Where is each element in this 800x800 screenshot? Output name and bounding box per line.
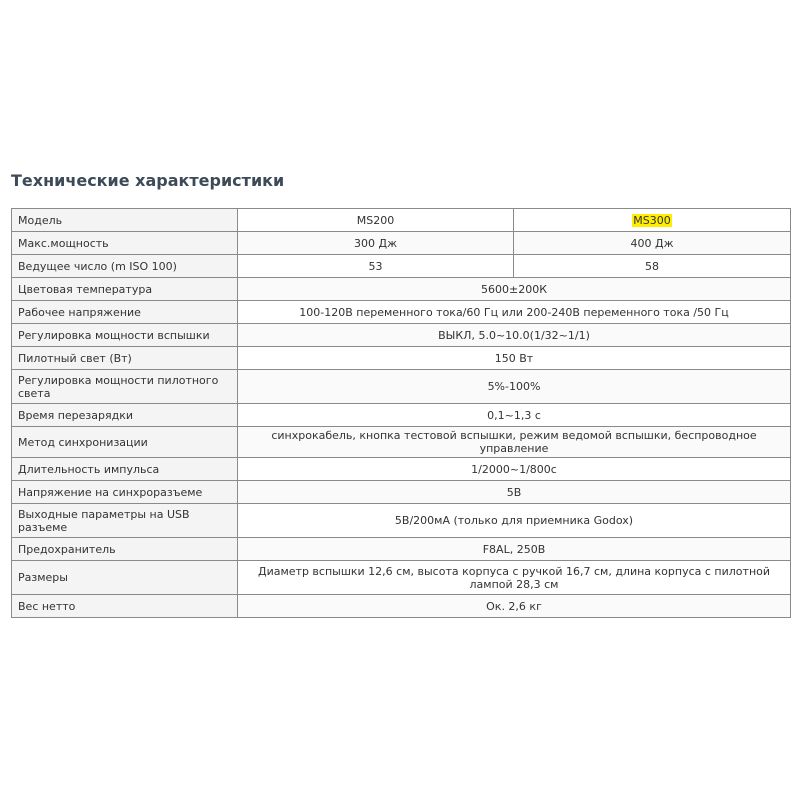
row-value: 5600±200К (238, 278, 791, 301)
row-value: 5В/200мА (только для приемника Godox) (238, 504, 791, 538)
row-label: Напряжение на синхроразъеме (12, 481, 238, 504)
header-label: Модель (12, 209, 238, 232)
row-value-ms200: 300 Дж (238, 232, 514, 255)
row-value-ms300: 400 Дж (514, 232, 791, 255)
row-value: 5%-100% (238, 370, 791, 404)
row-label: Регулировка мощности пилотного света (12, 370, 238, 404)
table-row (12, 232, 791, 255)
table-row (12, 255, 791, 278)
row-label: Время перезарядки (12, 404, 238, 427)
table-row (12, 595, 791, 618)
model-ms300-cell (514, 209, 791, 232)
table-row (12, 347, 791, 370)
row-value: Диаметр вспышки 12,6 см, высота корпуса с ручкой 16,7 см, длина корпуса с пилотной лампой 28,3 см (238, 561, 791, 595)
row-label: Размеры (12, 561, 238, 595)
row-label: Регулировка мощности вспышки (12, 324, 238, 347)
row-label: Метод синхронизации (12, 427, 238, 458)
row-value: F8AL, 250В (238, 538, 791, 561)
row-label: Вес нетто (12, 595, 238, 618)
row-value: 0,1~1,3 с (238, 404, 791, 427)
row-value: 5В (238, 481, 791, 504)
table-row (12, 427, 791, 458)
table-row (12, 370, 791, 404)
table-row (12, 481, 791, 504)
table-row (12, 561, 791, 595)
table-row (12, 504, 791, 538)
table-row (12, 301, 791, 324)
model-ms300-highlighted: MS300 (633, 213, 671, 227)
row-value: 1/2000~1/800с (238, 458, 791, 481)
row-label: Рабочее напряжение (12, 301, 238, 324)
table-row (12, 404, 791, 427)
table-row (12, 278, 791, 301)
row-value: синхрокабель, кнопка тестовой вспышки, режим ведомой вспышки, беспроводное управление (238, 427, 791, 458)
row-label: Макс.мощность (12, 232, 238, 255)
table-row (12, 458, 791, 481)
row-label: Предохранитель (12, 538, 238, 561)
row-label: Выходные параметры на USB разъеме (12, 504, 238, 538)
row-value: Ок. 2,6 кг (238, 595, 791, 618)
table-row (12, 538, 791, 561)
row-value: ВЫКЛ, 5.0~10.0(1/32~1/1) (238, 324, 791, 347)
row-value: 150 Вт (238, 347, 791, 370)
table-row (12, 324, 791, 347)
row-label: Ведущее число (m ISO 100) (12, 255, 238, 278)
row-label: Длительность импульса (12, 458, 238, 481)
row-value-ms200: 53 (238, 255, 514, 278)
page-title: Технические характеристики (11, 171, 285, 190)
table-header-row (12, 209, 791, 232)
row-value: 100-120В переменного тока/60 Гц или 200-240В переменного тока /50 Гц (238, 301, 791, 324)
row-label: Цветовая температура (12, 278, 238, 301)
specs-table (11, 208, 791, 618)
model-ms200: MS200 (238, 209, 514, 232)
row-value-ms300: 58 (514, 255, 791, 278)
row-label: Пилотный свет (Вт) (12, 347, 238, 370)
